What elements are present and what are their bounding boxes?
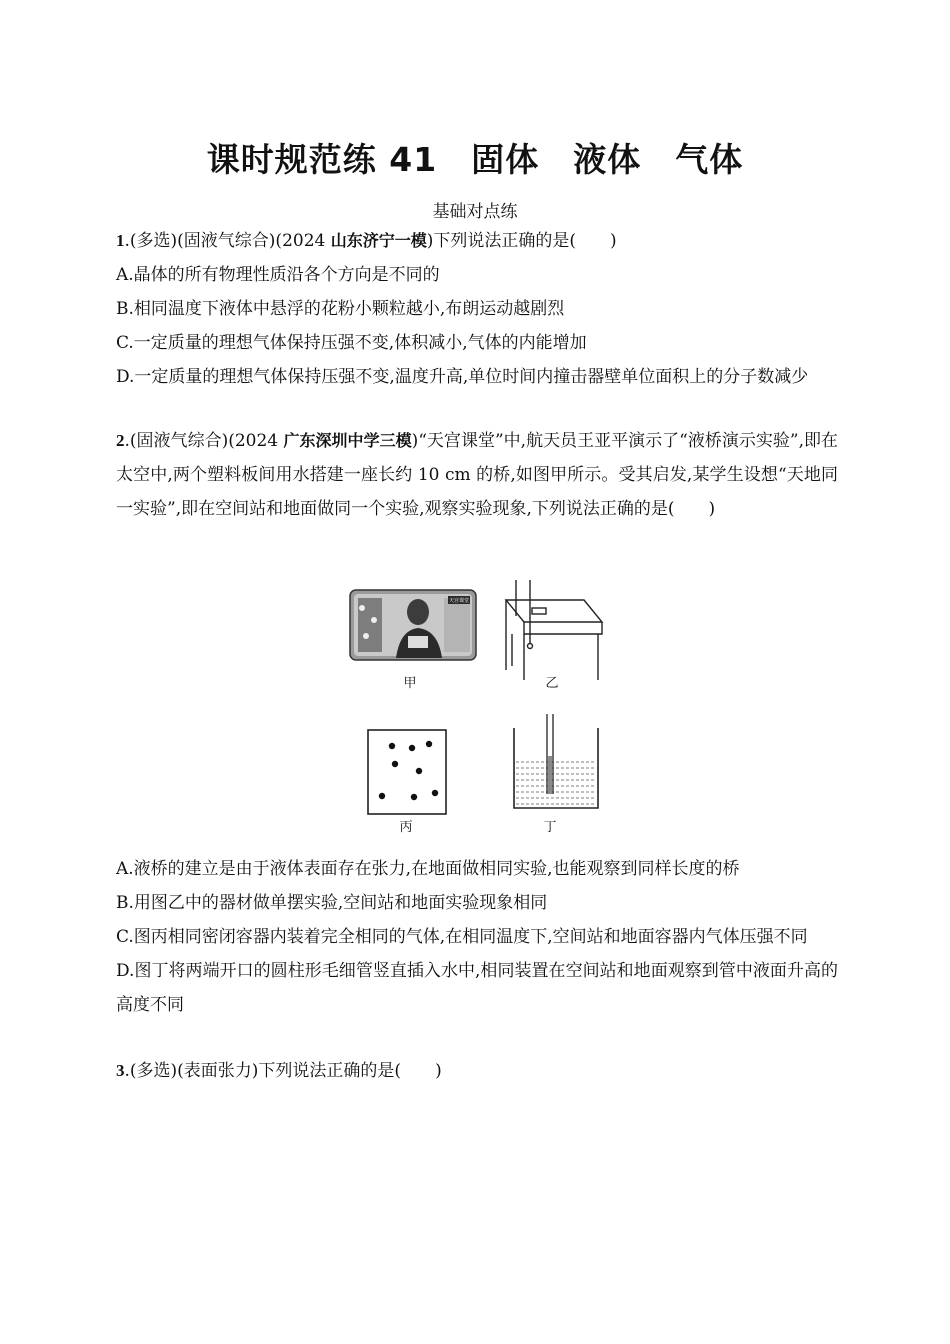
figure-jia-photo	[350, 590, 476, 660]
section-subtitle: 基础对点练	[432, 202, 518, 222]
question-prefix: .(固液气综合)(2024	[124, 431, 284, 451]
question-prefix: .(多选)(固液气综合)(2024	[124, 231, 331, 251]
question-prefix: .(多选)(表面张力)下列说法正确的是( )	[124, 1061, 442, 1081]
question-source: 广东深圳中学三模	[283, 431, 412, 450]
question-1	[116, 224, 838, 394]
question-3	[116, 1054, 838, 1088]
question-2	[116, 424, 838, 526]
figure-label-ding: 丁	[543, 820, 557, 835]
option-a: A.晶体的所有物理性质沿各个方向是不同的	[116, 265, 440, 285]
option-d: D.一定质量的理想气体保持压强不变,温度升高,单位时间内撞击器壁单位面积上的分子数减少	[116, 367, 809, 387]
question-number: 2	[116, 431, 125, 450]
question-1-stem	[116, 224, 838, 258]
photo-badge: 天宫课堂	[448, 598, 470, 604]
figure-yi-pendulum	[506, 580, 602, 680]
page-title: 课时规范练 41 固体 液体 气体	[206, 140, 744, 179]
question-stem: )“天宫课堂”中,航天员王亚平演示了“液桥演示实验”,即在太空中,两个塑料板间用水搭建一座长约 10 cm 的桥,如图甲所示。受其启发,某学生设想“天地同一实验”,即在空间站和地面做同一个实验,观察实验现象,下列说法正确的是( )	[116, 431, 838, 519]
option-b: B.用图乙中的器材做单摆实验,空间站和地面实验现象相同	[116, 893, 548, 913]
option-c: C.图丙相同密闭容器内装着完全相同的气体,在相同温度下,空间站和地面容器内气体压强不同	[116, 927, 808, 947]
figure-ding-capillary	[514, 714, 598, 808]
question-number: 3	[116, 1061, 125, 1080]
question-stem: )下列说法正确的是( )	[426, 231, 617, 251]
question-2-options	[116, 852, 838, 1022]
question-3-stem	[116, 1054, 838, 1088]
question-number: 1	[116, 231, 125, 250]
figure-group	[340, 580, 610, 840]
figure-bing-gas-box	[368, 730, 446, 814]
option-c: C.一定质量的理想气体保持压强不变,体积减小,气体的内能增加	[116, 333, 587, 353]
option-a: A.液桥的建立是由于液体表面存在张力,在地面做相同实验,也能观察到同样长度的桥	[116, 859, 740, 879]
question-source: 山东济宁一模	[330, 231, 427, 250]
figure-label-bing: 丙	[399, 820, 413, 835]
figure-label-yi: 乙	[545, 676, 559, 691]
figure-illustrations	[340, 580, 610, 840]
figure-label-jia: 甲	[403, 676, 417, 691]
option-b: B.相同温度下液体中悬浮的花粉小颗粒越小,布朗运动越剧烈	[116, 299, 565, 319]
option-d: D.图丁将两端开口的圆柱形毛细管竖直插入水中,相同装置在空间站和地面观察到管中液面升高的高度不同	[116, 961, 838, 1015]
